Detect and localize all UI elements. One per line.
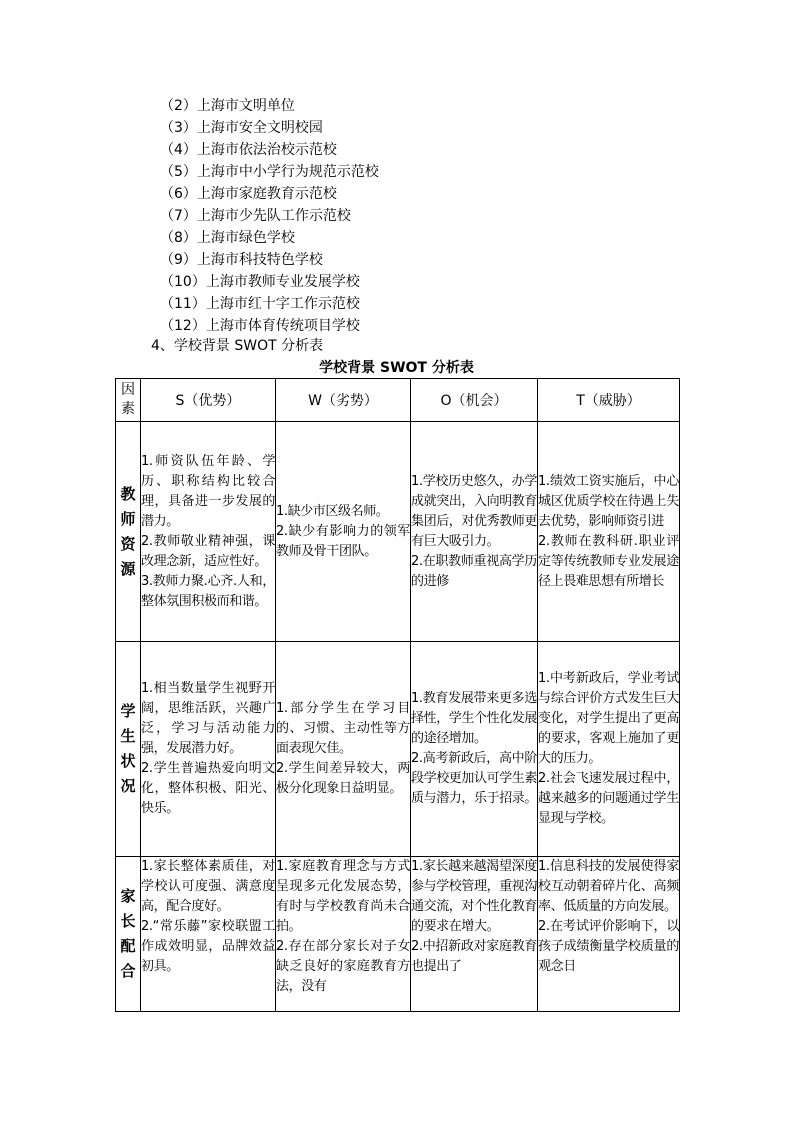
threats-cell	[538, 857, 680, 1012]
factor-cell: 教师资源	[116, 422, 141, 642]
strengths-cell	[141, 422, 276, 642]
cell-paragraph: 1.绩效工资实施后，中心城区优质学校在待遇上失去优势，影响师资引进	[538, 473, 679, 529]
section-heading: 4、学校背景 SWOT 分析表	[151, 338, 324, 354]
cell-paragraph: 1.教育发展带来更多选择性，学生个性化发展的途径增加。	[411, 691, 538, 746]
header-factor: 因素	[116, 379, 141, 422]
honor-item: （9）上海市科技特色学校	[160, 252, 323, 268]
header-threats: T（威胁）	[538, 379, 680, 422]
cell-paragraph: 1.家庭教育理念与方式呈现多元化发展态势，有时与学校教育尚未合拍。	[276, 859, 410, 934]
table-header-row	[116, 379, 680, 422]
opportunities-cell	[411, 642, 538, 857]
factor-cell: 学生状况	[116, 642, 141, 857]
cell-paragraph: 1.相当数量学生视野开阔，思维活跃，兴趣广泛，学习与活动能力强，发展潜力好。	[141, 681, 275, 756]
weaknesses-cell	[276, 422, 411, 642]
cell-paragraph: 1.缺少市区级名师。	[276, 503, 389, 519]
factor-cell: 家长配合	[116, 857, 141, 1012]
cell-paragraph: 1.部分学生在学习目的、习惯、主动性等方面表现欠佳。	[276, 701, 410, 756]
cell-paragraph: 2.教师在教科研.职业评定等传统教师专业发展途径上畏难思想有所增长	[538, 533, 679, 589]
strengths-cell	[141, 642, 276, 857]
honor-item: （8）上海市绿色学校	[160, 230, 295, 246]
honor-item: （4）上海市依法治校示范校	[160, 142, 337, 158]
opportunities-cell	[411, 857, 538, 1012]
honor-item: （2）上海市文明单位	[160, 98, 295, 114]
opportunities-cell	[411, 422, 538, 642]
honor-item: （5）上海市中小学行为规范示范校	[160, 164, 379, 180]
cell-paragraph: 2.学生普遍热爱向明文化，整体积极、阳光、快乐。	[141, 761, 275, 816]
header-strengths: S（优势）	[141, 379, 276, 422]
honor-item: （10）上海市教师专业发展学校	[160, 274, 360, 290]
honor-item: （12）上海市体育传统项目学校	[160, 318, 360, 334]
strengths-cell	[141, 857, 276, 1012]
cell-paragraph: 3.教师力聚.心齐.人和，整体氛围积极而和谐。	[141, 573, 275, 609]
header-opportunities: O（机会）	[411, 379, 538, 422]
table-row-parent-cooperation	[116, 857, 680, 1012]
cell-paragraph: 1.家长整体素质佳，对学校认可度强、满意度高，配合度好。	[141, 859, 275, 914]
cell-paragraph: 1.信息科技的发展使得家校互动朝着碎片化、高频率、低质量的方向发展。	[538, 859, 679, 914]
cell-paragraph: 2.学生间差异较大，两极分化现象日益明显。	[276, 761, 410, 796]
table-row-teacher-resources	[116, 422, 680, 642]
swot-table	[115, 378, 680, 1012]
weaknesses-cell	[276, 642, 411, 857]
honors-list	[160, 95, 379, 337]
cell-paragraph: 1.师资队伍年龄、学历、职称结构比较合理，具备进一步发展的潜力。	[141, 453, 275, 529]
honor-item: （3）上海市安全文明校园	[160, 120, 323, 136]
cell-paragraph: 2.高考新政后，高中阶段学校更加认可学生素质与潜力，乐于招录。	[411, 751, 538, 806]
cell-paragraph: 2.“常乐藤”家校联盟工作成效明显，品牌效益初具。	[141, 919, 275, 974]
table-title: 学校背景 SWOT 分析表	[319, 360, 474, 376]
cell-paragraph: 1.学校历史悠久，办学成就突出，入向明教育集团后，对优秀教师更有巨大吸引力。	[411, 473, 538, 549]
table-row-student-status	[116, 642, 680, 857]
honor-item: （11）上海市红十字工作示范校	[160, 296, 360, 312]
threats-cell	[538, 422, 680, 642]
honor-item: （7）上海市少先队工作示范校	[160, 208, 351, 224]
cell-paragraph: 2.在考试评价影响下，以孩子成绩衡量学校质量的观念日	[538, 919, 679, 974]
cell-paragraph: 2.中招新政对家庭教育也提出了	[411, 939, 537, 974]
cell-paragraph: 2.教师敬业精神强，课改理念新，适应性好。	[141, 533, 275, 569]
weaknesses-cell	[276, 857, 411, 1012]
cell-paragraph: 2.社会飞速发展过程中，越来越多的问题通过学生显现与学校。	[538, 771, 679, 826]
header-weaknesses: W（劣势）	[276, 379, 411, 422]
honor-item: （6）上海市家庭教育示范校	[160, 186, 337, 202]
cell-paragraph: 2.存在部分家长对子女缺乏良好的家庭教育方法，没有	[276, 939, 410, 994]
cell-paragraph: 2.缺少有影响力的领军教师及骨干团队。	[276, 523, 410, 559]
cell-paragraph: 1.中考新政后，学业考试与综合评价方式发生巨大变化，对学生提出了更高的要求，客观上施加了更大的压力。	[538, 671, 679, 766]
threats-cell	[538, 642, 680, 857]
cell-paragraph: 1.家长越来越渴望深度参与学校管理，重视沟通交流，对个性化教育的要求在增大。	[411, 859, 537, 934]
cell-paragraph: 2.在职教师重视高学历的进修	[411, 553, 537, 589]
